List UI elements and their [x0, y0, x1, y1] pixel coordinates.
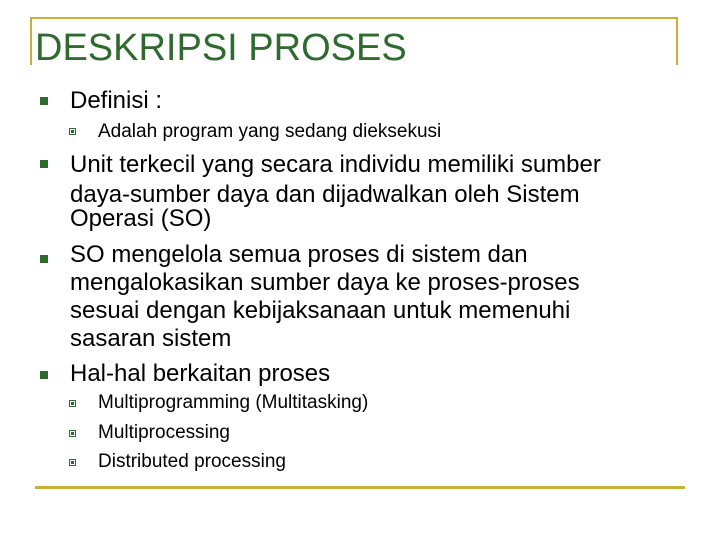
bullet-text-line: Operasi (SO) — [70, 205, 212, 232]
bullet-square-icon — [40, 97, 48, 105]
subbullet-square-icon — [69, 430, 76, 437]
title-frame-left-line — [30, 17, 32, 65]
bullet-text-line: sesuai dengan kebijaksanaan untuk memenuhi — [70, 297, 571, 324]
subbullet-square-icon — [69, 459, 76, 466]
bullet-text-hal-hal: Hal-hal berkaitan proses — [70, 360, 331, 387]
slide-title: DESKRIPSI PROSES — [35, 27, 407, 69]
bullet-text-line: Unit terkecil yang secara individu memiliki sumber — [70, 151, 601, 178]
subbullet-text: Multiprogramming (Multitasking) — [98, 392, 369, 413]
bullet-text-line: daya-sumber daya dan dijadwalkan oleh Sistem — [70, 181, 580, 208]
bullet-square-icon — [40, 255, 48, 263]
bullet-text-definisi: Definisi : — [70, 87, 163, 114]
subbullet-square-icon — [69, 400, 76, 407]
bullet-square-icon — [40, 371, 48, 379]
subbullet-text: Adalah program yang sedang dieksekusi — [98, 121, 442, 142]
bullet-text-line: sasaran sistem — [70, 325, 232, 352]
bullet-text-line: mengalokasikan sumber daya ke proses-proses — [70, 269, 580, 296]
subbullet-square-icon — [69, 128, 76, 135]
bottom-divider-line — [35, 486, 685, 489]
bullet-text-line: SO mengelola semua proses di sistem dan — [70, 241, 528, 268]
subbullet-text: Multiprocessing — [98, 422, 230, 443]
subbullet-text: Distributed processing — [98, 451, 286, 472]
title-frame-right-line — [676, 17, 678, 65]
bullet-square-icon — [40, 160, 48, 168]
title-frame-top-line — [30, 17, 678, 19]
